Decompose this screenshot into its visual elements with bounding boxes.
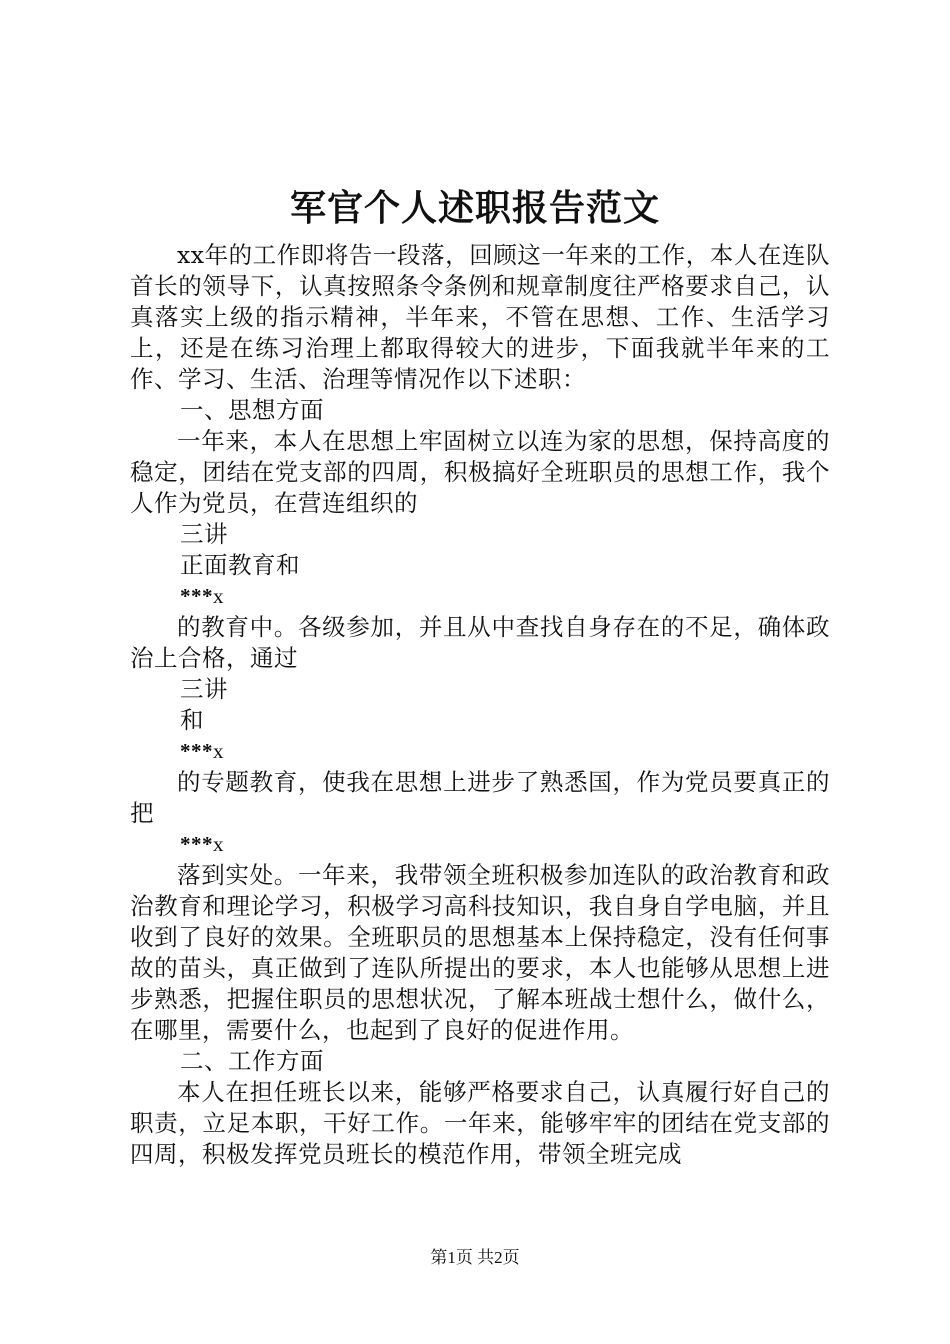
- redacted-stars: ***: [180, 584, 213, 608]
- body-line: 一、思想方面: [180, 396, 324, 424]
- redacted-x: x: [213, 739, 224, 763]
- redacted-mark: [130, 829, 830, 860]
- body-paragraph: 的专题教育，使我在思想上进步了熟悉国，作为党员要真正的把: [130, 768, 830, 827]
- body-line: 正面教育和: [180, 551, 300, 579]
- document-body: [130, 240, 830, 1170]
- page-footer: 第1页 共2页: [430, 1248, 520, 1267]
- redacted-mark: [130, 581, 830, 612]
- body-paragraph: 落到实处。一年来，我带领全班积极参加连队的政治教育和政治教育和理论学习，积极学习高科技知识，我自身自学电脑，并且收到了良好的效果。全班职员的思想基本上保持稳定，没有任何事故的苗头，真正做到了连队所提出的要求，本人也能够从思想上进步熟悉，把握住职员的思想状况，了解本班战士想什么，做什么，在哪里，需要什么，也起到了良好的促进作用。: [130, 861, 830, 1044]
- document-title: 军官个人述职报告范文: [289, 187, 660, 229]
- redacted-mark: [130, 736, 830, 767]
- redacted-stars: ***: [180, 832, 213, 856]
- body-paragraph: 一年来，本人在思想上牢固树立以连为家的思想，保持高度的稳定，团结在党支部的四周，积极搞好全班职员的思想工作，我个人作为党员，在营连组织的: [130, 427, 830, 517]
- body-line: 三讲: [180, 520, 228, 548]
- body-paragraph: 的教育中。各级参加，并且从中查找自身存在的不足，确体政治上合格，通过: [130, 613, 830, 672]
- body-paragraph: 本人在担任班长以来，能够严格要求自己，认真履行好自己的职责，立足本职，干好工作。一年来，能够牢牢的团结在党支部的四周，积极发挥党员班长的模范作用，带领全班完成: [130, 1078, 830, 1168]
- body-paragraph: xx年的工作即将告一段落，回顾这一年来的工作，本人在连队首长的领导下，认真按照条令条例和规章制度往严格要求自己，认真落实上级的指示精神，半年来，不管在思想、工作、生活学习上，还是在练习治理上都取得较大的进步，下面我就半年来的工作、学习、生活、治理等情况作以下述职：: [130, 241, 830, 393]
- redacted-x: x: [213, 832, 224, 856]
- redacted-x: x: [213, 584, 224, 608]
- redacted-stars: ***: [180, 739, 213, 763]
- body-line: 二、工作方面: [180, 1047, 324, 1075]
- body-line: 和: [180, 706, 204, 734]
- body-line: 三讲: [180, 675, 228, 703]
